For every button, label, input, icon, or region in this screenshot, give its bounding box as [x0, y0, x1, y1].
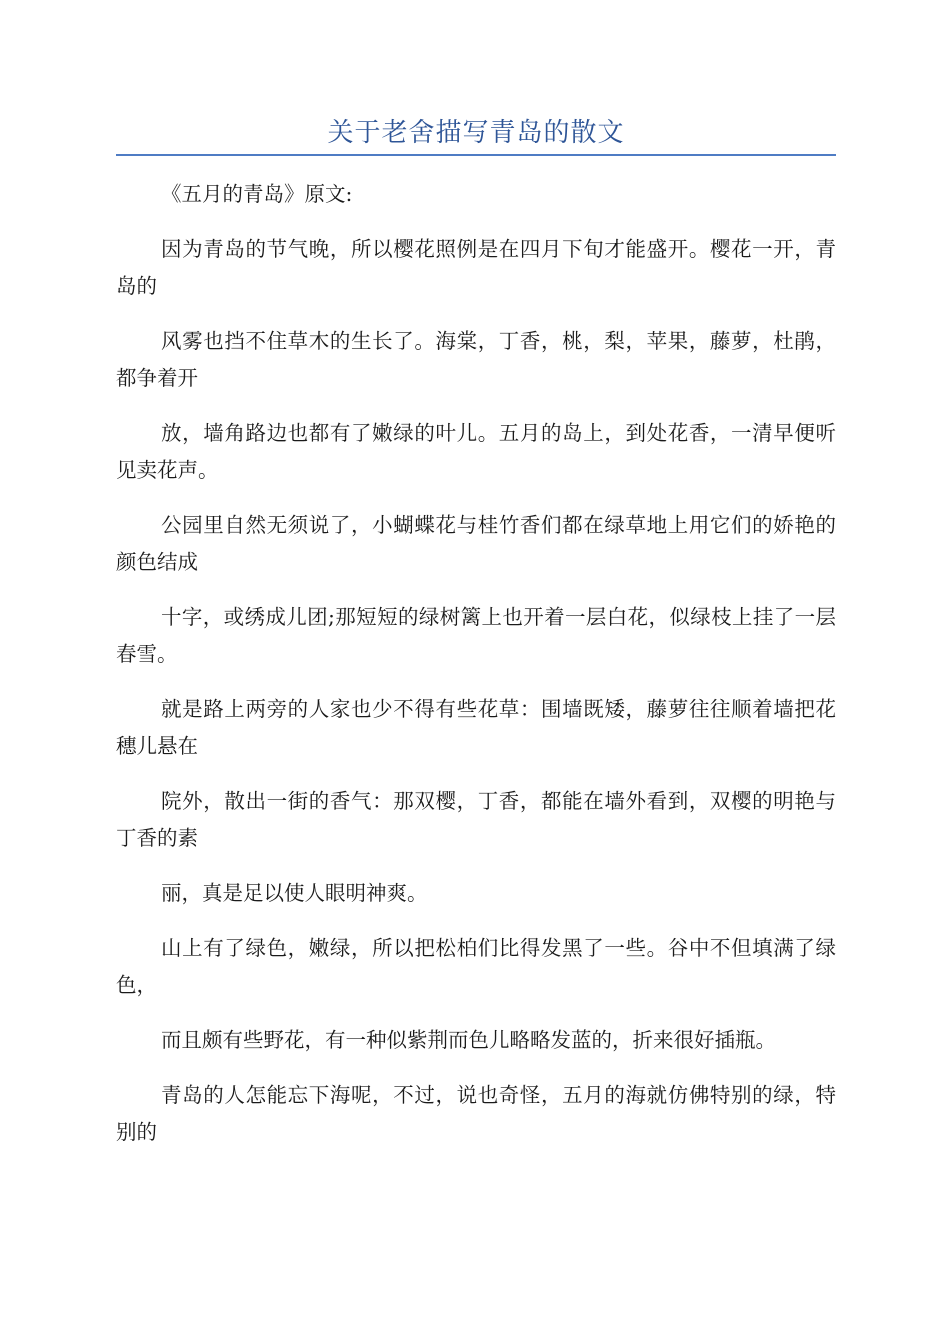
paragraph: 青岛的人怎能忘下海呢，不过，说也奇怪，五月的海就仿佛特别的绿，特别的 — [116, 1083, 836, 1144]
paragraph: 放，墙角路边也都有了嫩绿的叶儿。五月的岛上，到处花香，一清早便听见卖花声。 — [116, 421, 836, 482]
paragraph: 就是路上两旁的人家也少不得有些花草：围墙既矮，藤萝往往顺着墙把花穗儿悬在 — [116, 697, 836, 758]
document-title: 关于老舍描写青岛的散文 — [327, 118, 625, 148]
paragraph: 丽，真是足以使人眼明神爽。 — [161, 881, 428, 905]
paragraph: 《五月的青岛》原文: — [161, 182, 353, 206]
title-underline — [116, 154, 836, 156]
paragraph: 而且颇有些野花，有一种似紫荆而色儿略略发蓝的，折来很好插瓶。 — [161, 1028, 776, 1052]
paragraph: 十字，或绣成儿团;那短短的绿树篱上也开着一层白花，似绿枝上挂了一层春雪。 — [116, 605, 836, 666]
paragraph: 院外，散出一街的香气：那双樱，丁香，都能在墙外看到，双樱的明艳与丁香的素 — [116, 789, 836, 850]
paragraph: 山上有了绿色，嫩绿，所以把松柏们比得发黑了一些。谷中不但填满了绿色， — [116, 936, 836, 997]
paragraph: 公园里自然无须说了，小蝴蝶花与桂竹香们都在绿草地上用它们的娇艳的颜色结成 — [116, 513, 836, 574]
paragraph: 因为青岛的节气晚，所以樱花照例是在四月下旬才能盛开。樱花一开，青岛的 — [116, 237, 836, 298]
paragraph: 风雾也挡不住草木的生长了。海棠，丁香，桃，梨，苹果，藤萝，杜鹃，都争着开 — [116, 329, 836, 390]
document-body — [116, 176, 836, 1169]
